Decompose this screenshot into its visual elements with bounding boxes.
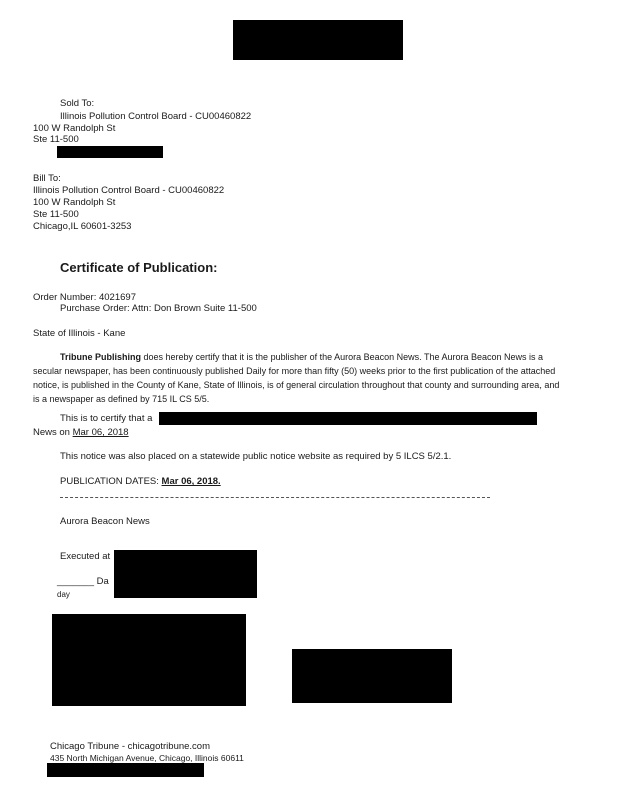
- executed-label: Executed at: [60, 551, 111, 562]
- attest-lead: This is to certify that a: [60, 413, 153, 424]
- publisher-name: Tribune Publishing: [60, 352, 141, 362]
- sold-to-heading: Sold To:: [60, 98, 95, 109]
- redacted-signature-block: [52, 614, 246, 706]
- executed-date-line: _______ Da: [57, 576, 109, 587]
- footer-address: 435 North Michigan Avenue, Chicago, Illinois 60611: [50, 753, 244, 763]
- certificate-title: Certificate of Publication:: [60, 260, 218, 275]
- redacted-notary-seal: [292, 649, 452, 703]
- footer-company: Chicago Tribune - chicagotribune.com: [50, 741, 211, 752]
- sold-to-line2: 100 W Randolph St: [33, 123, 116, 134]
- publication-date-value: Mar 06, 2018.: [161, 476, 221, 487]
- publication-rule: [60, 497, 490, 498]
- sold-to-line3: Ste 11-500: [33, 134, 79, 145]
- online-notice: This notice was also placed on a statewide public notice website as required by 5 ILCS 5/2.1.: [60, 451, 452, 462]
- certification-paragraph: [33, 350, 563, 406]
- paper-name: Aurora Beacon News: [60, 516, 150, 527]
- redacted-footer-line: [47, 763, 204, 777]
- redacted-execution-location: [114, 550, 257, 598]
- attest-line2-prefix: News on: [33, 427, 70, 438]
- bill-to-line3: Ste 11-500: [33, 209, 79, 220]
- sold-to-line1: Illinois Pollution Control Board - CU00460822: [60, 111, 252, 122]
- bill-to-line4: Chicago,IL 60601-3253: [33, 221, 132, 232]
- publication-dates: [60, 476, 221, 487]
- bill-to-line2: 100 W Randolph St: [33, 197, 116, 208]
- certification-body: does hereby certify that it is the publisher of the Aurora Beacon News. The Aurora Beacon News is a secular newspaper, has been continuously published Daily for more than fifty (50) weeks prior to the first publication of the attached notice, is published in the County of Kane, State of Illinois, is of general circulation throughout that county and surrounding area, and is a newspaper as defined by 715 IL CS 5/5.: [33, 352, 560, 404]
- bill-to-line1: Illinois Pollution Control Board - CU00460822: [33, 185, 225, 196]
- publication-dates-label: PUBLICATION DATES:: [60, 476, 159, 487]
- redacted-sold-to-address: [57, 146, 163, 158]
- state-county: State of Illinois - Kane: [33, 328, 126, 339]
- purchase-order: Purchase Order: Attn: Don Brown Suite 11-500: [60, 303, 257, 314]
- redacted-header-block: [233, 20, 403, 60]
- attest-date: Mar 06, 2018: [72, 427, 129, 438]
- bill-to-heading: Bill To:: [33, 173, 61, 184]
- executed-day-label: day: [57, 590, 70, 599]
- attest-line2: [33, 427, 129, 438]
- order-number: Order Number: 4021697: [33, 292, 136, 303]
- redacted-notice-description: [159, 412, 537, 425]
